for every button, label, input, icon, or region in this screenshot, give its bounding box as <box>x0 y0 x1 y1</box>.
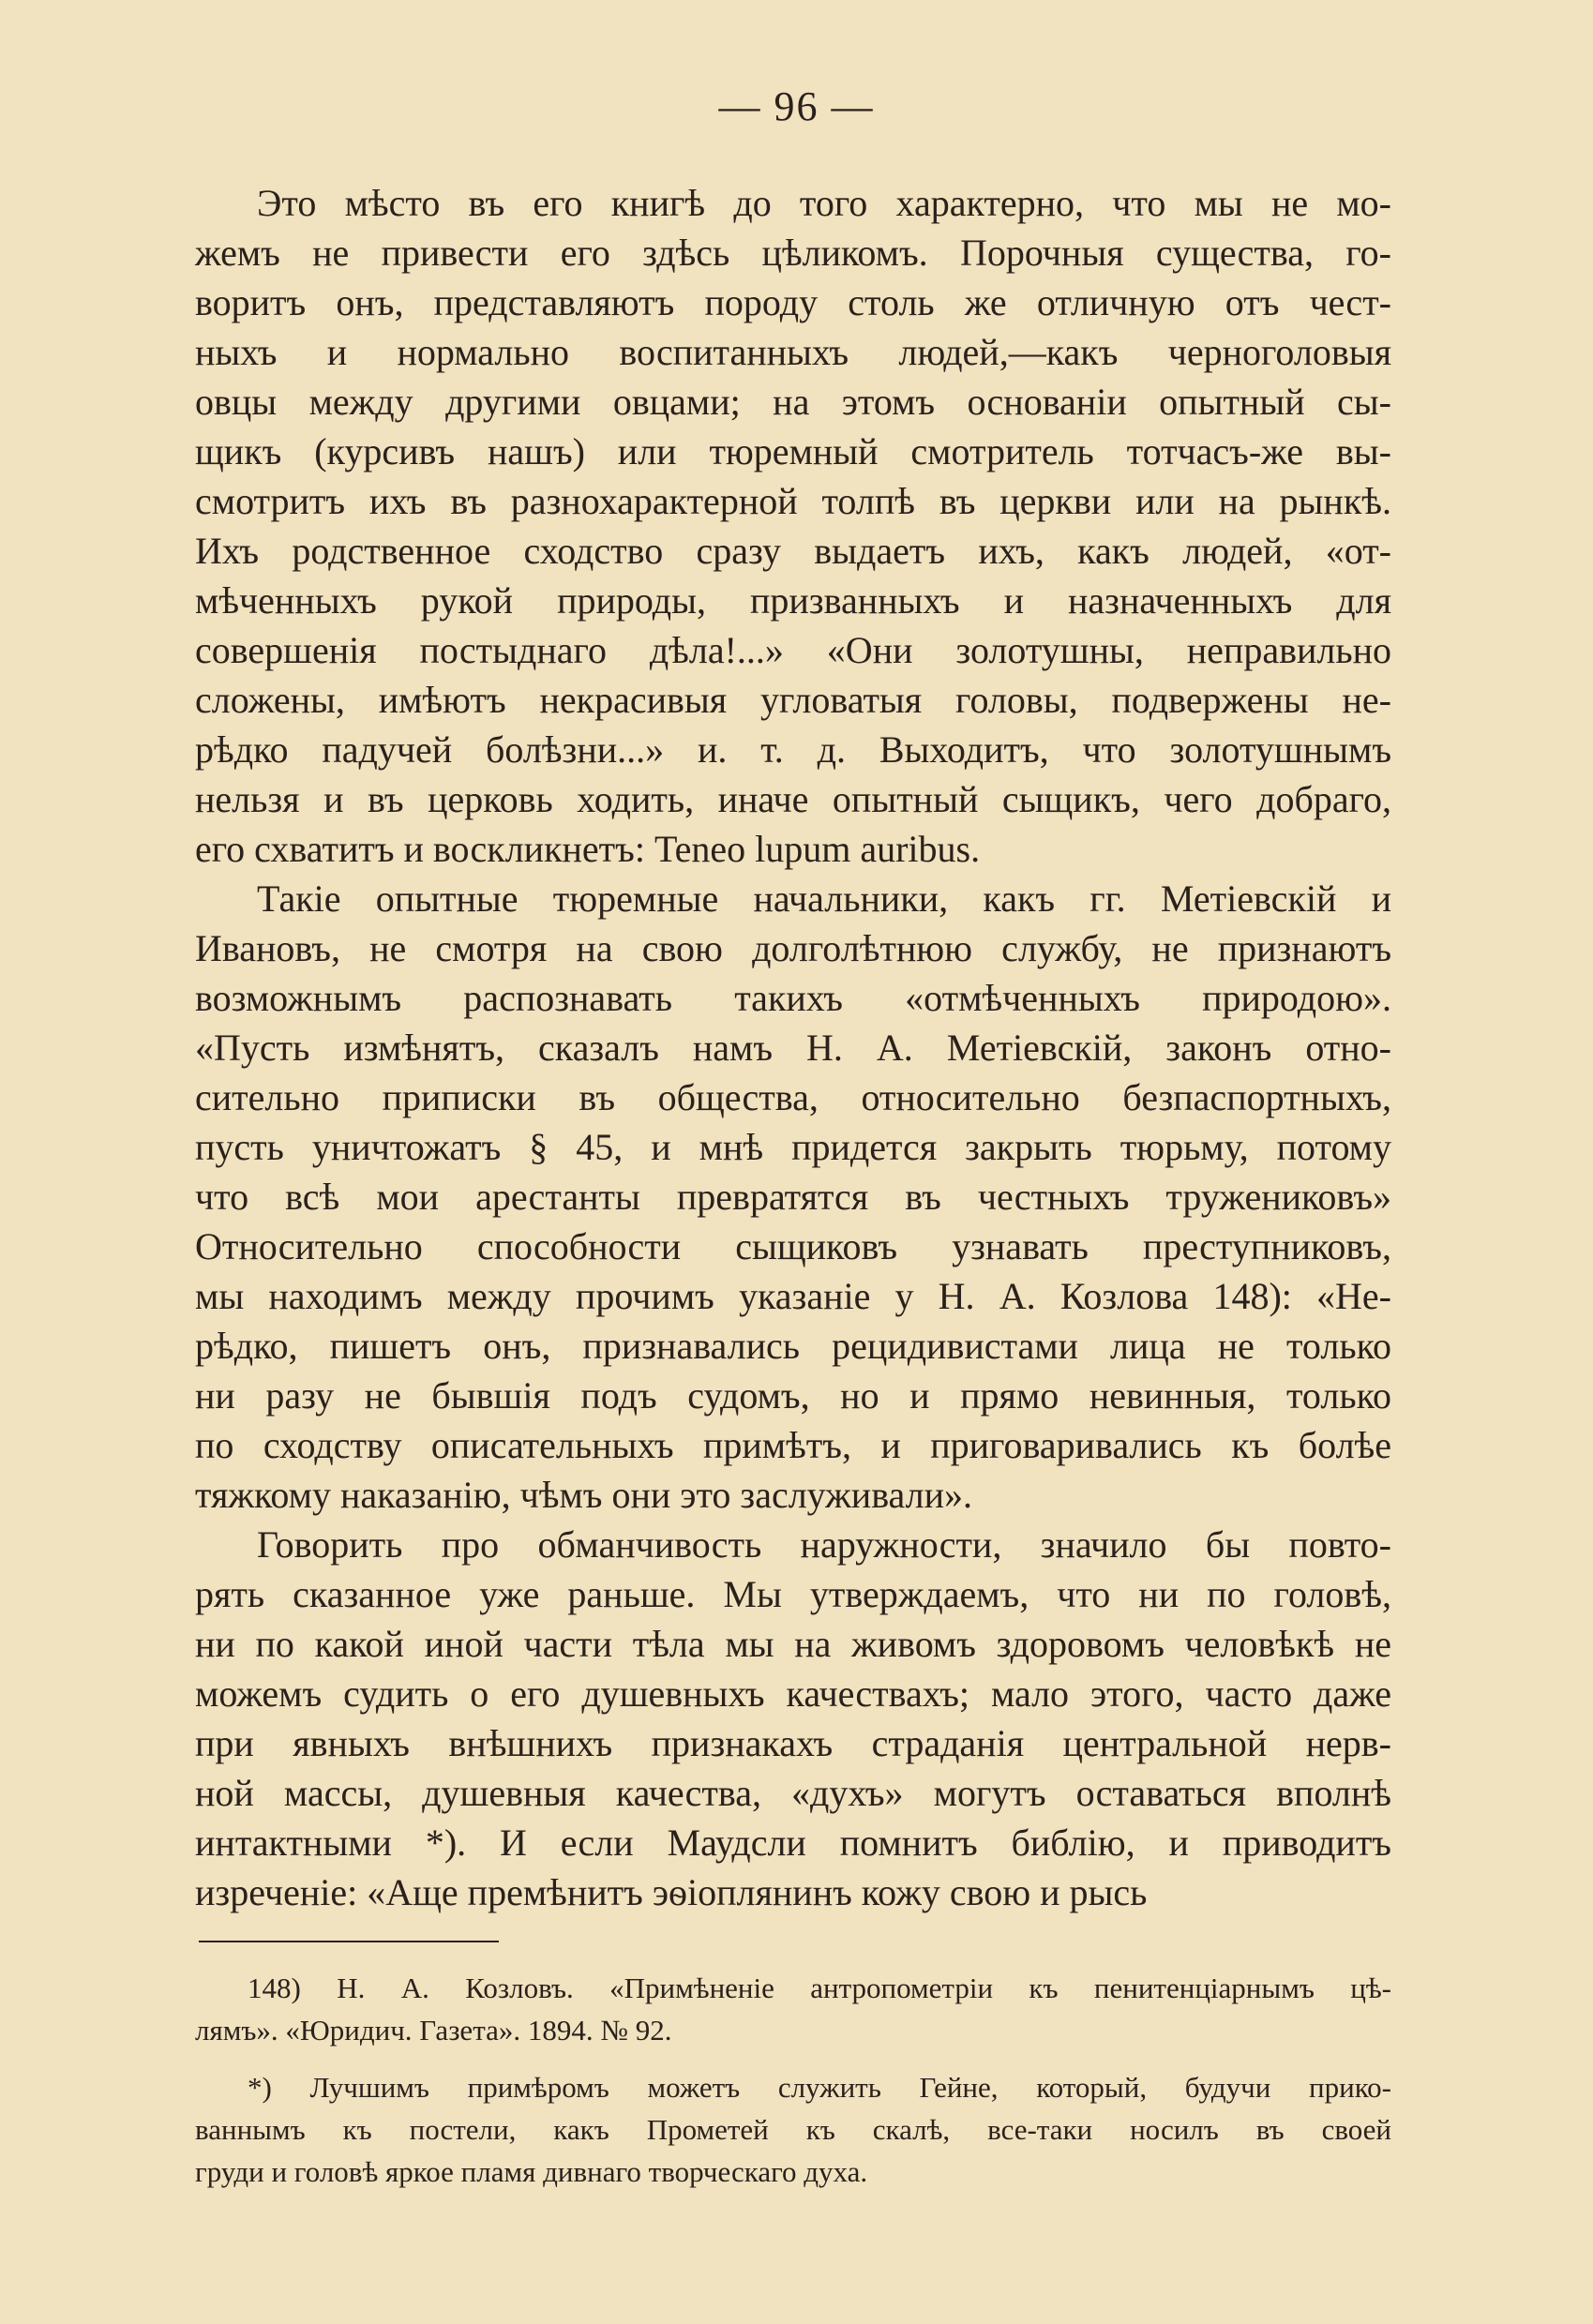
text-line: жемъ не привести его здѣсь цѣликомъ. Порочныя существа, го- <box>195 232 1391 274</box>
text-line: при явныхъ внѣшнихъ признакахъ страданiя центральной нерв- <box>195 1722 1391 1764</box>
text-line: изреченiе: «Аще премѣнитъ эѳiоплянинъ кожу свою и рысь <box>195 1871 1148 1913</box>
text-line: ныхъ и нормально воспитанныхъ людей,—какъ черноголовыя <box>195 331 1391 373</box>
text-line: что всѣ мои арестанты превратятся въ честныхъ тружениковъ» <box>195 1176 1391 1218</box>
footnote-divider <box>199 1941 499 1942</box>
text-line: пусть уничтожатъ § 45, и мнѣ придется закрыть тюрьму, потому <box>195 1126 1391 1168</box>
footnote <box>195 2066 1391 2193</box>
footnotes <box>195 1967 1391 2193</box>
text-line: ни по какой иной части тѣла мы на живомъ здоровомъ человѣкѣ не <box>195 1623 1391 1665</box>
text-line: Относительно способности сыщиковъ узнавать преступниковъ, <box>195 1225 1391 1267</box>
text-line: сительно приписки въ общества, относительно безпаспортныхъ, <box>195 1076 1391 1118</box>
text-line: смотритъ ихъ въ разнохарактерной толпѣ въ церкви или на рынкѣ. <box>195 480 1391 522</box>
text-line: тяжкому наказанiю, чѣмъ они это заслуживали». <box>195 1474 973 1516</box>
text-line: щикъ (курсивъ нашъ) или тюремный смотритель тотчасъ-же вы- <box>195 430 1391 472</box>
page-number: — 96 — <box>718 83 875 129</box>
text-line: ни разу не бывшiя подъ судомъ, но и прямо невинныя, только <box>195 1374 1391 1417</box>
footnote-line: лямъ». «Юридич. Газета». 1894. № 92. <box>195 2014 672 2047</box>
footnote <box>195 1967 1391 2051</box>
text-line: рѣдко, пишетъ онъ, признавались рецидивистами лица не только <box>195 1325 1391 1367</box>
text-line: Говорить про обманчивость наружности, значило бы повто- <box>257 1523 1391 1566</box>
text-line: интактными *). И если Маудсли помнитъ библiю, и приводитъ <box>195 1822 1391 1864</box>
text-line: возможнымъ распознавать такихъ «отмѣченныхъ природою». <box>195 977 1391 1019</box>
text-line: Ихъ родственное сходство сразу выдаетъ ихъ, какъ людей, «от- <box>195 530 1391 572</box>
text-line: нельзя и въ церковь ходить, иначе опытный сыщикъ, чего добраго, <box>195 778 1391 820</box>
text-line: рять сказанное уже раньше. Мы утверждаемъ, что ни по головѣ, <box>195 1573 1391 1615</box>
text-line: мѣченныхъ рукой природы, призванныхъ и назначенныхъ для <box>195 579 1391 622</box>
paragraph <box>195 874 1391 1520</box>
text-line: рѣдко падучей болѣзни...» и. т. д. Выходитъ, что золотушнымъ <box>195 728 1391 771</box>
text-line: Ивановъ, не смотря на свою долголѣтнюю службу, не признаютъ <box>195 927 1391 969</box>
footnote-line: *) Лучшимъ примѣромъ можетъ служить Гейне, который, будучи прико- <box>248 2071 1391 2104</box>
text-line: сложены, имѣютъ некрасивыя угловатыя головы, подвержены не- <box>195 679 1391 721</box>
text-line: воритъ онъ, представляютъ породу столь же отличную отъ чест- <box>195 281 1391 323</box>
text-line: можемъ судить о его душевныхъ качествахъ; мало этого, часто даже <box>195 1672 1391 1715</box>
text-line: Такiе опытные тюремные начальники, какъ гг. Метiевскiй и <box>257 877 1391 920</box>
text-line: Это мѣсто въ его книгѣ до того характерно, что мы не мо- <box>257 182 1391 224</box>
footnote-line: ваннымъ къ постели, какъ Прометей къ скалѣ, все-таки носилъ въ своей <box>195 2113 1391 2146</box>
text-line: ной массы, душевныя качества, «духъ» могутъ оставаться вполнѣ <box>195 1772 1391 1814</box>
text-line: «Пусть измѣнятъ, сказалъ намъ Н. А. Метiевскiй, законъ отно- <box>195 1027 1391 1069</box>
text-line: овцы между другими овцами; на этомъ основанiи опытный сы- <box>195 381 1391 423</box>
text-line: мы находимъ между прочимъ указанiе у Н. А. Козлова 148): «Не- <box>195 1275 1391 1317</box>
paragraph <box>195 1520 1391 1917</box>
footnote-line: груди и головѣ яркое пламя дивнаго творческаго духа. <box>195 2155 868 2188</box>
footnote-line: 148) Н. А. Козловъ. «Примѣненiе антропометрiи къ пенитенцiарнымъ цѣ- <box>248 1972 1391 2004</box>
text-line: по сходству описательныхъ примѣтъ, и приговаривались къ болѣе <box>195 1424 1391 1466</box>
text-line: совершенiя постыднаго дѣла!...» «Они золотушны, неправильно <box>195 629 1391 671</box>
text-line: его схватитъ и воскликнетъ: Teneo lupum auribus. <box>195 828 981 870</box>
main-text <box>195 178 1391 1917</box>
paragraph <box>195 178 1391 874</box>
